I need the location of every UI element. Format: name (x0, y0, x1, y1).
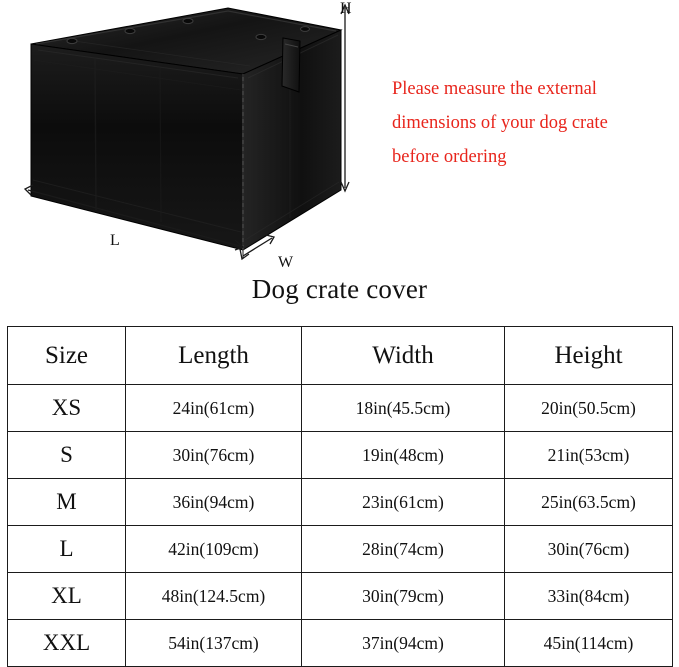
cell-height: 21in(53cm) (505, 432, 673, 479)
cell-size: XXL (8, 620, 126, 667)
table-row (8, 385, 673, 432)
table-header-length: Length (126, 327, 302, 385)
table-row (8, 432, 673, 479)
cell-size: XS (8, 385, 126, 432)
width-label: W (278, 254, 294, 271)
table-header-width: Width (302, 327, 505, 385)
size-table (7, 326, 673, 667)
length-label: L (110, 232, 120, 249)
table-row (8, 620, 673, 667)
cell-length: 36in(94cm) (126, 479, 302, 526)
cover-handle-flap (282, 38, 300, 92)
table-header-size: Size (8, 327, 126, 385)
height-dimension-line (341, 5, 349, 191)
cell-width: 18in(45.5cm) (302, 385, 505, 432)
cell-height: 30in(76cm) (505, 526, 673, 573)
notice-line-3: before ordering (392, 147, 507, 167)
cell-size: XL (8, 573, 126, 620)
measure-notice (392, 72, 679, 174)
notice-line-1: Please measure the external (392, 79, 597, 99)
cell-size: L (8, 526, 126, 573)
page-title: Dog crate cover (251, 274, 428, 304)
cell-height: 45in(114cm) (505, 620, 673, 667)
cell-length: 54in(137cm) (126, 620, 302, 667)
cell-height: 20in(50.5cm) (505, 385, 673, 432)
cell-height: 33in(84cm) (505, 573, 673, 620)
cell-length: 24in(61cm) (126, 385, 302, 432)
cell-width: 23in(61cm) (302, 479, 505, 526)
cell-height: 25in(63.5cm) (505, 479, 673, 526)
cell-length: 42in(109cm) (126, 526, 302, 573)
cell-width: 37in(94cm) (302, 620, 505, 667)
cell-width: 30in(79cm) (302, 573, 505, 620)
height-label: H (340, 0, 352, 17)
table-header-row (8, 327, 673, 385)
size-table-container (7, 326, 672, 667)
table-row (8, 573, 673, 620)
cell-size: M (8, 479, 126, 526)
table-row (8, 479, 673, 526)
cell-width: 19in(48cm) (302, 432, 505, 479)
cell-size: S (8, 432, 126, 479)
table-row (8, 526, 673, 573)
cell-width: 28in(74cm) (302, 526, 505, 573)
cell-length: 48in(124.5cm) (126, 573, 302, 620)
notice-line-2: dimensions of your dog crate (392, 113, 608, 133)
table-header-height: Height (505, 327, 673, 385)
cell-length: 30in(76cm) (126, 432, 302, 479)
